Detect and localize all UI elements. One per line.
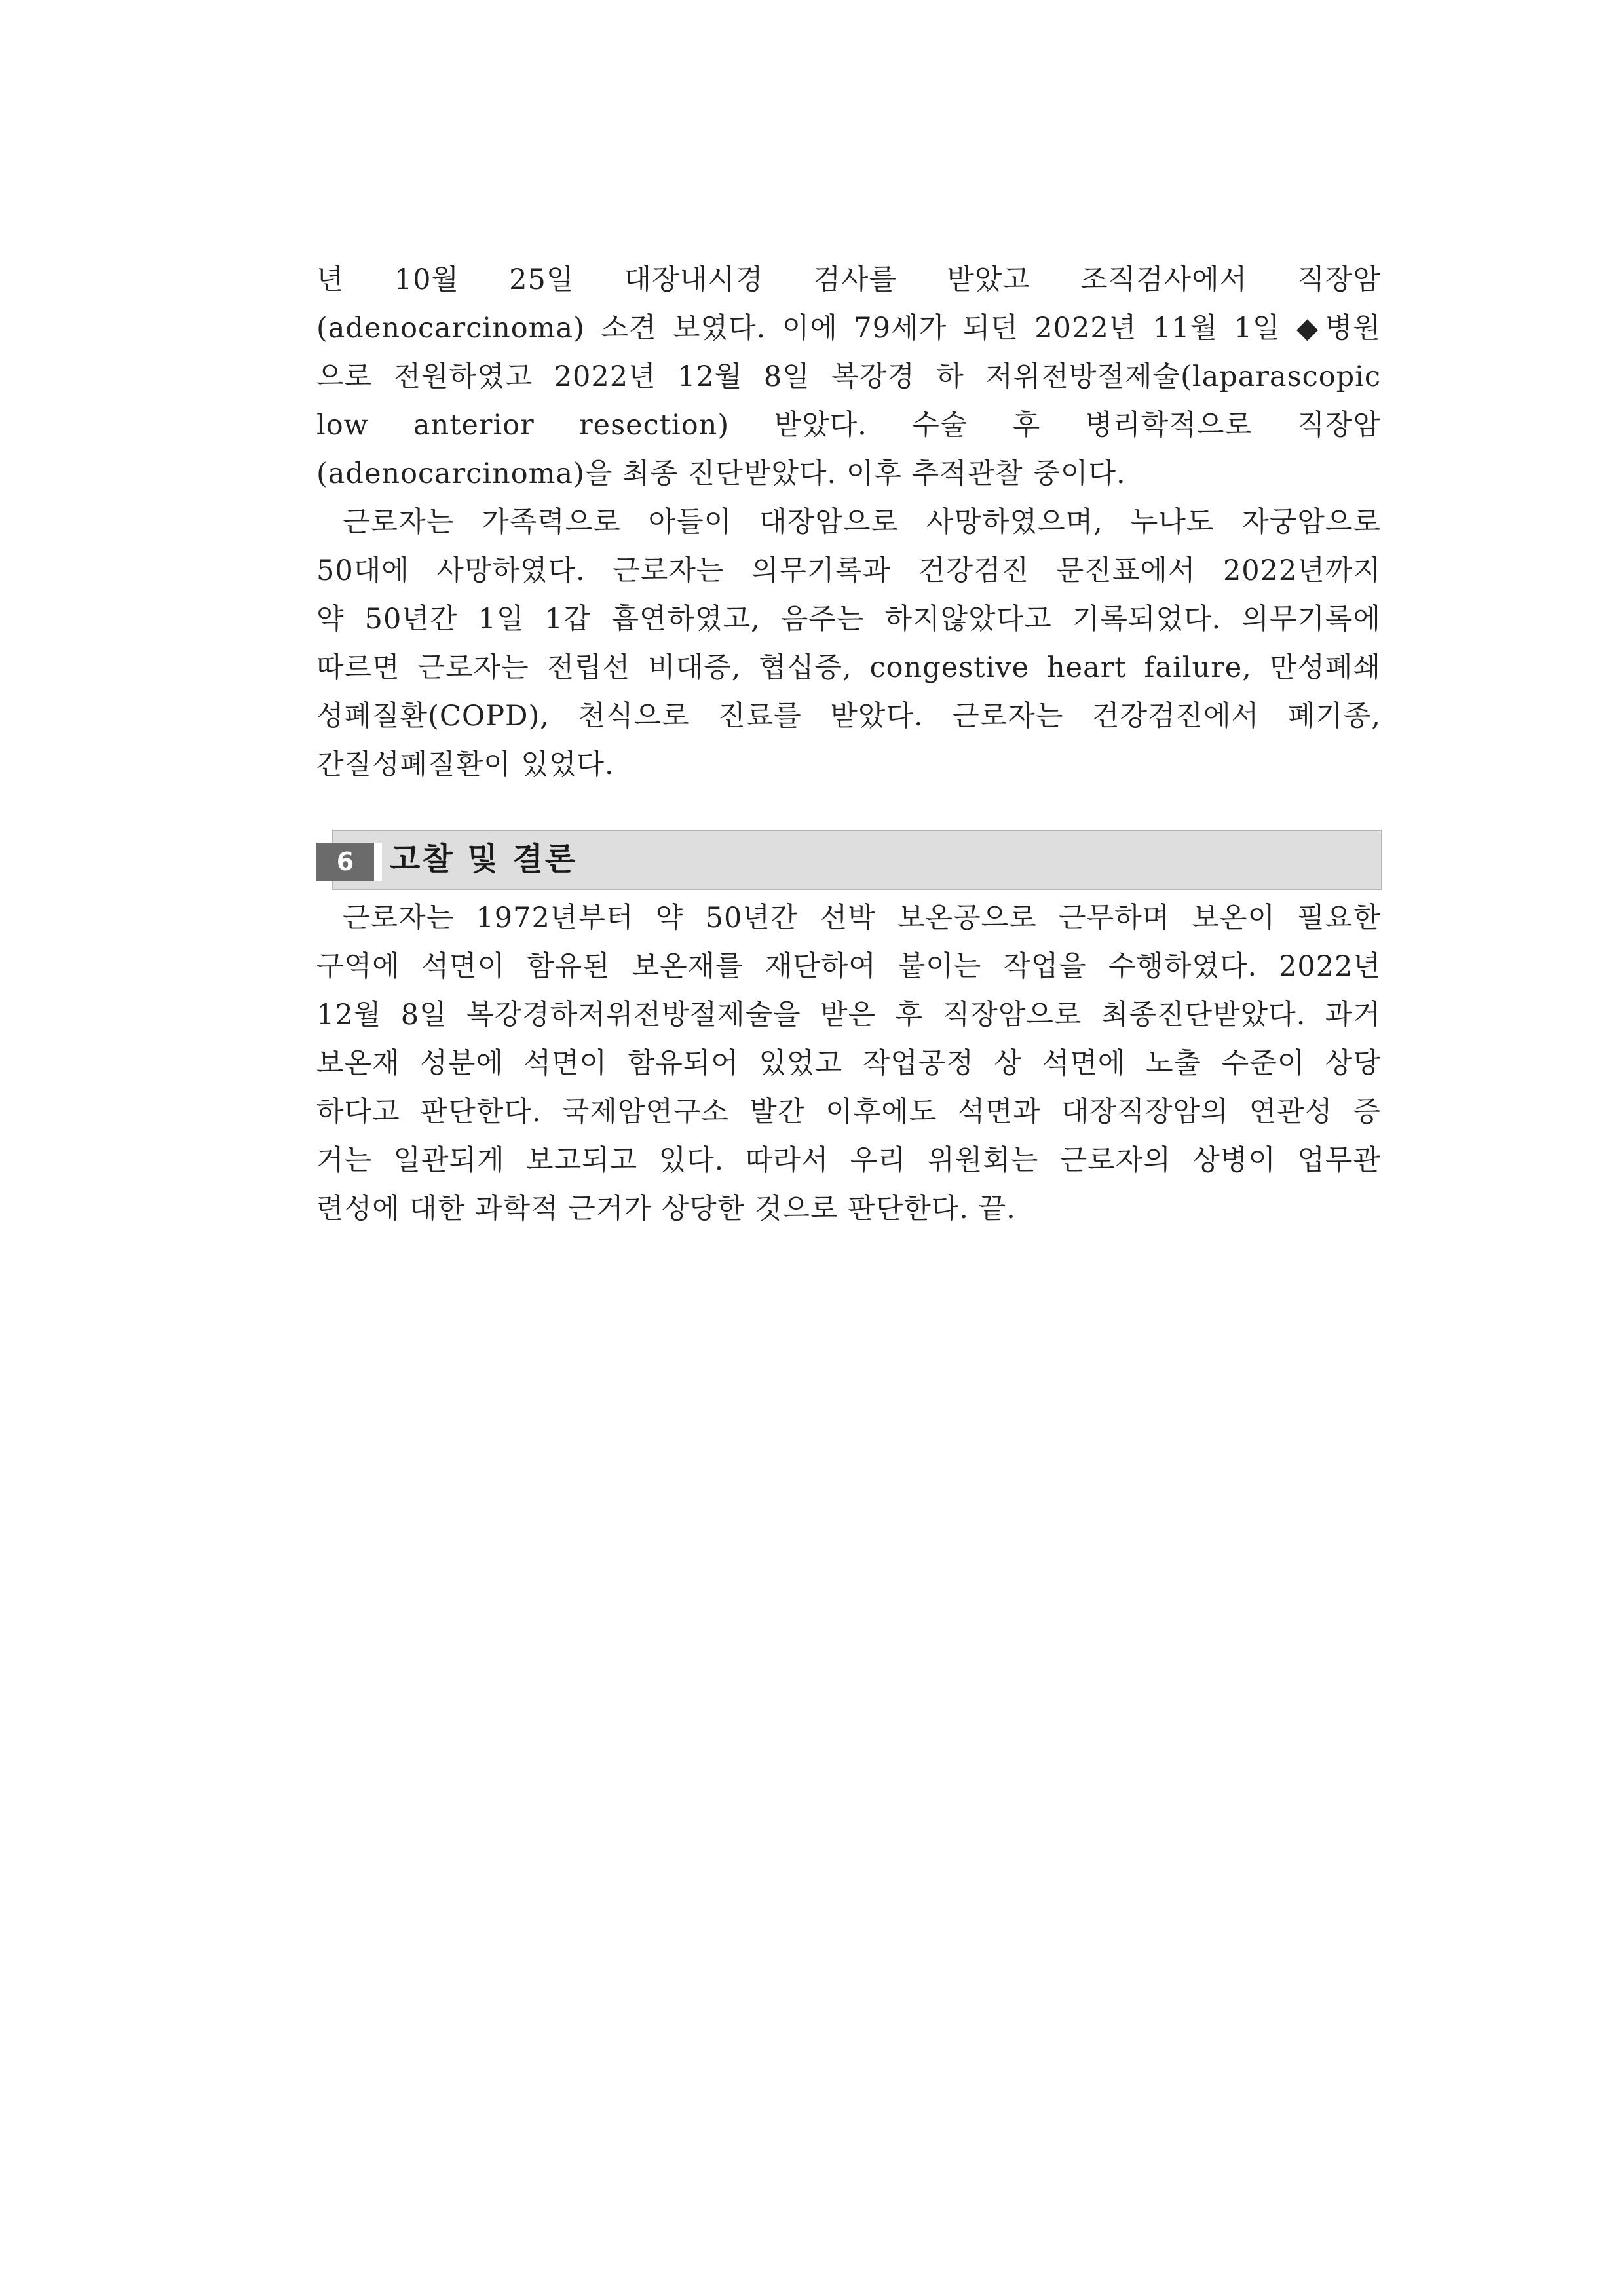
text-line: 성폐질환(COPD), 천식으로 진료를 받았다. 근로자는 건강검진에서 폐기종, <box>316 700 1381 733</box>
document-page <box>316 256 1381 1233</box>
text-line: 약 50년간 1일 1갑 흡연하였고, 음주는 하지않았다고 기록되었다. 의무기록에 <box>316 603 1381 636</box>
text-line: 따르면 근로자는 전립선 비대증, 협십증, congestive heart failure, 만성폐쇄 <box>316 651 1381 684</box>
text-line <box>316 498 1381 546</box>
text-line: 12월 8일 복강경하저위전방절제술을 받은 후 직장암으로 최종진단받았다. 과거 <box>316 999 1381 1031</box>
section-title: 고찰 및 결론 <box>390 841 578 877</box>
text-line: 보온재 성분에 석면이 함유되어 있었고 작업공정 상 석면에 노출 수준이 상당 <box>316 1047 1381 1080</box>
section-number-separator <box>374 843 382 881</box>
text-line: (adenocarcinoma) 소견 보였다. 이에 79세가 되던 2022년 11월 1일 ◆병원 <box>316 312 1381 345</box>
paragraph-conclusion <box>316 894 1381 1233</box>
text-line-content: 근로자는 1972년부터 약 50년간 선박 보온공으로 근무하며 보온이 필요한 <box>343 902 1381 934</box>
paragraph-family-history <box>316 498 1381 789</box>
text-line <box>316 894 1381 942</box>
text-line: 간질성폐질환이 있었다. <box>316 748 614 781</box>
text-line: (adenocarcinoma)을 최종 진단받았다. 이후 추적관찰 중이다. <box>316 457 1126 490</box>
paragraph-history <box>316 256 1381 498</box>
text-line-content: 근로자는 가족력으로 아들이 대장암으로 사망하였으며, 누나도 자궁암으로 <box>343 506 1381 539</box>
text-line: 거는 일관되게 보고되고 있다. 따라서 우리 위원회는 근로자의 상병이 업무관 <box>316 1144 1381 1177</box>
text-line: 으로 전원하였고 2022년 12월 8일 복강경 하 저위전방절제술(laparascopic <box>316 360 1381 393</box>
text-line: 50대에 사망하였다. 근로자는 의무기록과 건강검진 문진표에서 2022년까지 <box>316 554 1381 587</box>
text-line: 련성에 대한 과학적 근거가 상당한 것으로 판단한다. 끝. <box>316 1193 1016 1225</box>
text-line: 년 10월 25일 대장내시경 검사를 받았고 조직검사에서 직장암 <box>316 263 1381 296</box>
section-header <box>316 830 1381 890</box>
section-number-badge: 6 <box>316 843 374 881</box>
text-line: low anterior resection) 받았다. 수술 후 병리학적으로 직장암 <box>316 409 1381 442</box>
text-line: 하다고 판단한다. 국제암연구소 발간 이후에도 석면과 대장직장암의 연관성 증 <box>316 1096 1381 1128</box>
text-line: 구역에 석면이 함유된 보온재를 재단하여 붙이는 작업을 수행하였다. 2022년 <box>316 950 1381 983</box>
